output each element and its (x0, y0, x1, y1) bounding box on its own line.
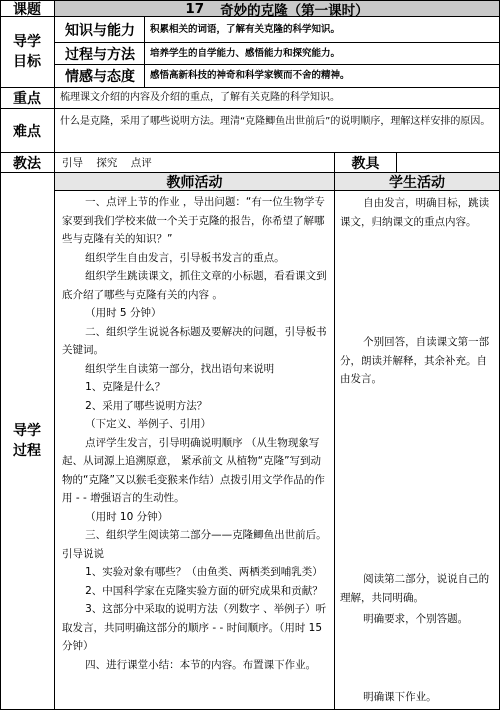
goal-name-emotion: 情感与态度 (65, 69, 135, 85)
lesson-title (54, 0, 500, 17)
teacher-paragraph: 1、实验对象有哪些？（由鱼类、两栖类到哺乳类） (85, 566, 323, 578)
rule (334, 152, 335, 709)
key-point-text: 梳理课文介绍的内容及介绍的重点，了解有关克隆的科学知识。 (60, 92, 340, 103)
student-activity-block-2 (340, 333, 496, 389)
student-paragraph: 自由发言，明确目标，跳读课文，归纳课文的重点内容。 (340, 197, 490, 228)
tools-label: 教具 (351, 155, 380, 172)
teacher-paragraph: 1、克隆是什么？ (85, 381, 166, 393)
student-activity-block-4 (340, 610, 496, 629)
rule (0, 108, 500, 109)
student-activity-block-1 (340, 194, 496, 231)
student-activity-block-3 (340, 570, 496, 607)
process-label-line1: 导学 (13, 423, 41, 439)
process-label (0, 173, 54, 709)
lesson-title-text: 奇妙的克隆（第一课时） (220, 2, 369, 19)
student-paragraph: 个别回答，自读课文第一部分，朗读并解释，其余补充。自由发言。 (340, 336, 490, 385)
student-activity-block-5 (340, 688, 496, 707)
goals-label (0, 17, 54, 87)
teacher-paragraph: 三、组织学生阅读第二部分——克隆鲫鱼出世前后。引导说说 (62, 529, 327, 560)
teacher-paragraph: 四、进行课堂小结：本节的内容。布置课下作业。 (85, 658, 317, 671)
method-text: 引导 探究 点评 (62, 156, 152, 169)
process-label-line2: 过程 (13, 443, 41, 459)
teacher-paragraph: 2、采用了哪些说明方法？ (85, 399, 208, 412)
teacher-paragraph: （用时 10 分钟） (85, 510, 169, 523)
teacher-paragraph: 一、点评上节的作业 ，导出问题：“有一位生物学专家要到我们学校来做一个关于克隆的报告，你希望了解哪些与克隆有关的知识？” (62, 196, 325, 245)
difficulty-text: 什么是克隆，采用了哪些说明方法。理清“克隆鲫鱼出世前后”的说明顺序，理解这样安排的原因。 (60, 116, 491, 127)
teacher-paragraph: 组织学生自读第一部分，找出语句来说明 (85, 362, 275, 375)
teacher-activity-text (62, 193, 330, 674)
goal-text-emotion: 感悟高新科技的神奇和科学家锲而不舍的精神。 (150, 70, 350, 81)
lesson-number: 17 (185, 0, 205, 17)
key-point-label: 重点 (13, 91, 41, 107)
goals-label-line1: 导学 (13, 34, 41, 50)
student-activity-header: 学生活动 (389, 174, 445, 191)
difficulty-label: 难点 (13, 123, 41, 140)
teacher-paragraph: （下定义、举例子、引用） (85, 418, 212, 430)
teacher-paragraph: 2、中国科学家在克隆实验方面的研究成果和贡献？ (85, 584, 323, 597)
teacher-paragraph: 二、组织学生说说各标题及要解决的问题，引导板书关键词。 (62, 325, 327, 356)
rule (144, 16, 145, 87)
goal-text-process: 培养学生的自学能力、感悟能力和探究能力。 (150, 47, 341, 59)
rule (54, 0, 55, 710)
goal-name-knowledge: 知识与能力 (65, 22, 135, 39)
goal-name-process: 过程与方法 (65, 46, 135, 63)
teacher-activity-header: 教师活动 (166, 174, 223, 191)
student-paragraph: 明确要求，个别答题。 (363, 613, 469, 625)
student-paragraph: 明确课下作业。 (363, 691, 437, 703)
teacher-paragraph: 组织学生跳读课文，抓住文章的小标题，看看课文到底介绍了哪些与克隆有关的内容 。 (62, 270, 327, 301)
teacher-paragraph: （用时 5 分钟） (85, 307, 162, 319)
student-paragraph: 阅读第二部分，说说自己的理解，共同明确。 (340, 573, 490, 604)
teacher-paragraph: 3、这部分中采取的说明方法（列数字 、举例子）听取发言，共同明确这部分的顺序 - - 时间顺序。（用时 15 分钟） (62, 603, 327, 652)
tools-value (400, 153, 496, 172)
goal-text-knowledge: 积累相关的词语，了解有关克隆的科学知识。 (150, 23, 341, 35)
teacher-paragraph: 点评学生发言，引导明确说明顺序 （从生物现象写起、从词源上追溯原意， 紧承前文 从植物“克隆”写到动物的“克隆”又以猴毛变猴来作结）点拨引用文学作品的作用 - - 增强语言的生动性。 (62, 436, 325, 504)
method-label: 教法 (13, 155, 41, 172)
topic-label: 课题 (13, 1, 41, 18)
rule (396, 152, 397, 172)
goals-label-line2: 目标 (13, 54, 41, 70)
teacher-paragraph: 组织学生自由发言，引导板书发言的重点。 (85, 251, 285, 264)
